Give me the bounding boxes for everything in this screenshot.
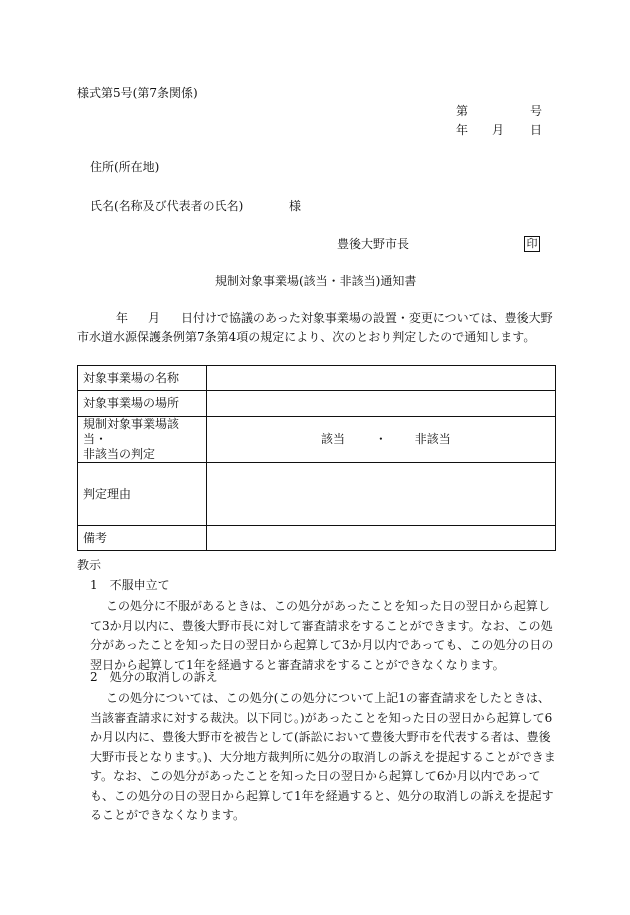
sender-title: 豊後大野市長	[337, 237, 410, 251]
notice-item2-text: この処分については、この処分(この処分について上記1の審査請求をしたときは、当該審査請求に対する裁決。以下同じ。)があったことを知った日の翌日から起算して6か月以内に、豊後大野市を被告として(訴訟において豊後大野市を代表する者は、豊後大野市長となります。)、大分地方裁判所に処分の取消しの訴えを提起することができます。なお、この処分があったことを知った日の翌日から起算して6か月以内であっても、この処分の日の翌日から起算して1年を経過すると、処分の取消しの訴えを提起することができなくなります。	[90, 691, 556, 822]
body-year: 年	[116, 311, 129, 325]
row-value-facility-name	[207, 366, 556, 391]
seal-stamp: 印	[524, 236, 540, 252]
row-label-reason: 判定理由	[78, 463, 207, 526]
honorific: 様	[289, 199, 302, 213]
body-month: 月	[148, 311, 161, 325]
row-label-determination-line2: 非該当の判定	[83, 447, 156, 461]
doc-number-suffix: 号	[530, 104, 543, 118]
row-value-reason	[207, 463, 556, 526]
notice-item1-text: この処分に不服があるときは、この処分があったことを知った日の翌日から起算して3か月以内に、豊後大野市長に対して審査請求をすることができます。なお、この処分があったことを知った日の翌日から起算して3か月以内であっても、この処分の日の翌日から起算して1年を経過すると審査請求をすることができなくなります。	[90, 599, 554, 672]
date-year: 年	[456, 123, 469, 137]
row-label-remarks: 備考	[78, 526, 207, 551]
date-month: 月	[492, 123, 505, 137]
row-label-determination	[78, 417, 207, 463]
date-day: 日	[530, 123, 543, 137]
row-label-facility-location: 対象事業場の場所	[78, 391, 207, 417]
body-text-line2: 市水道水源保護条例第7条第4項の規定により、次のとおり判定したので通知します。	[77, 330, 536, 344]
table-row	[78, 417, 556, 463]
row-value-determination	[207, 417, 556, 463]
row-label-facility-name: 対象事業場の名称	[78, 366, 207, 391]
address-label: 住所(所在地)	[90, 160, 160, 174]
notice-item2-title: 2 処分の取消しの訴え	[90, 670, 218, 684]
choice-not-applicable: 非該当	[414, 432, 451, 446]
table-row	[78, 526, 556, 551]
notice-item1-title: 1 不服申立て	[90, 578, 170, 592]
doc-number-prefix: 第	[456, 104, 469, 118]
name-label: 氏名(名称及び代表者の氏名)	[90, 199, 244, 213]
table-row	[78, 366, 556, 391]
document-title: 規制対象事業場(該当・非該当)通知書	[215, 274, 417, 288]
table-row	[78, 463, 556, 526]
row-label-determination-line1: 規制対象事業場該当・	[83, 417, 180, 446]
form-number: 様式第5号(第7条関係)	[77, 86, 198, 100]
row-value-remarks	[207, 526, 556, 551]
table-row	[78, 391, 556, 417]
determination-table	[77, 365, 556, 551]
choice-applicable: 該当	[321, 432, 346, 446]
row-value-facility-location	[207, 391, 556, 417]
notice-heading: 教示	[77, 558, 102, 572]
choice-separator: ・	[374, 432, 387, 446]
body-text-line1: 日付けで協議のあった対象事業場の設置・変更については、豊後大野	[181, 311, 553, 325]
